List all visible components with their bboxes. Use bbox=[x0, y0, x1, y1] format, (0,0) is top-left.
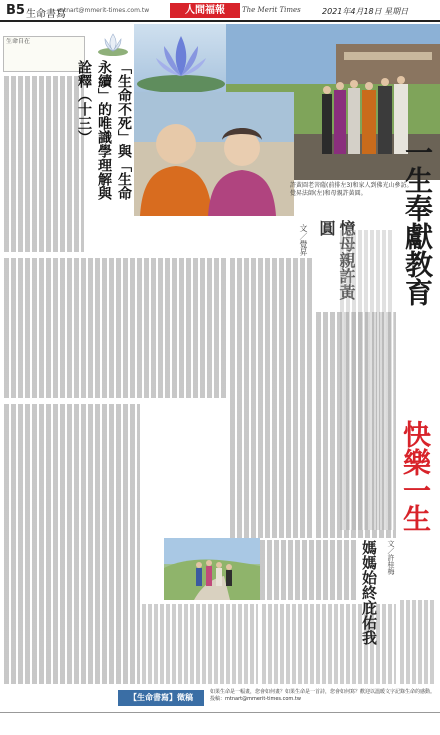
main-article-title: 一生奉獻教育 bbox=[401, 138, 434, 306]
side-article-body bbox=[400, 600, 436, 684]
lotus-photo bbox=[134, 24, 228, 92]
small-photo-caption bbox=[142, 540, 162, 600]
left-article-body bbox=[4, 258, 226, 398]
family-walk-photo bbox=[164, 538, 260, 600]
left-article-headline: 「生命不死」與「生命永續」的唯識學理解與詮釋（十三） bbox=[76, 60, 132, 200]
photo-caption-portrait: 覺昇法師(左)和母親許黃圓。 bbox=[290, 190, 367, 197]
photo-caption-group: 許黃圓老菩薩(前排左3)和家人到佛光山參訪。 bbox=[290, 182, 413, 189]
main-article-subtitle: 憶母親許黃圓 bbox=[317, 220, 356, 300]
side-article-title: 媽媽始終庇佑我 bbox=[360, 540, 378, 645]
lotus-flower-icon bbox=[96, 30, 130, 58]
bottom-rule bbox=[0, 712, 440, 713]
left-article-body bbox=[4, 76, 84, 252]
main-article-body bbox=[340, 230, 394, 530]
issue-date: 2021年4月18日 星期日 bbox=[322, 7, 409, 16]
section-name: 生命書寫 bbox=[26, 9, 66, 20]
main-article-title-accent: 快樂一生 bbox=[399, 420, 432, 532]
side-article-author: 文／許桂梅 bbox=[387, 540, 395, 575]
main-article-body bbox=[230, 258, 314, 538]
left-article-body bbox=[4, 404, 140, 684]
page-code: B5 bbox=[6, 3, 25, 18]
call-for-submissions-badge: 【生命書寫】徵稿 bbox=[118, 690, 204, 706]
mother-and-son-portrait bbox=[134, 92, 294, 216]
main-article-author: 文／覺昇 bbox=[299, 224, 308, 256]
main-article-body bbox=[260, 540, 356, 600]
column-tag: 生命自在 bbox=[6, 38, 31, 45]
left-article-body bbox=[142, 604, 258, 684]
newspaper-logo-en: The Merit Times bbox=[242, 6, 301, 14]
newspaper-logo: 人間福報 bbox=[170, 3, 240, 18]
call-for-submissions-note: 如果生命是一幅畫，您會如何畫？如果生命是一首詩，您會如何寫？歡迎以溫暖文字記錄生命的感動。投稿：mtnart@mmerit-times.com.tw bbox=[210, 689, 436, 702]
site-address: mtnart@mmerit-times.com.tw bbox=[58, 7, 150, 14]
